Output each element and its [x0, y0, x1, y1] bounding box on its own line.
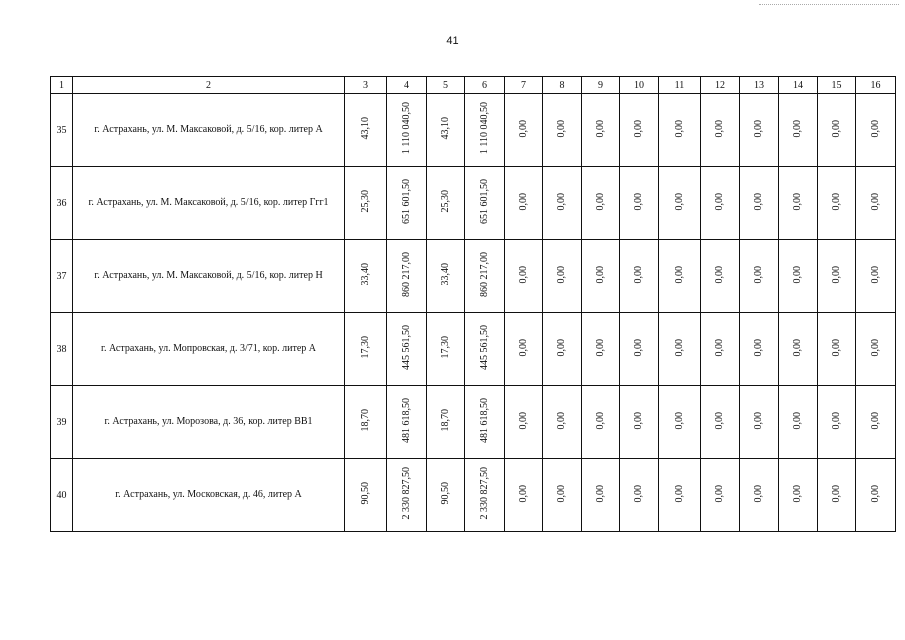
zero-value-cell — [505, 240, 543, 313]
cell-value: 90,50 — [359, 482, 371, 505]
cell-value: 0,00 — [673, 338, 685, 357]
column-header: 1 — [51, 77, 73, 94]
zero-value-cell — [701, 459, 740, 532]
zero-value-cell — [779, 313, 818, 386]
column-header: 15 — [818, 77, 856, 94]
cell-value: 0,00 — [869, 338, 881, 357]
cell-value: 0,00 — [633, 338, 644, 357]
cell-value: 0,00 — [556, 338, 567, 357]
cell-value: 1 110 040,50 — [478, 102, 490, 155]
zero-value-cell — [856, 94, 896, 167]
cell-value: 860 217,00 — [400, 252, 412, 297]
table-row — [51, 94, 896, 167]
address-cell: г. Астрахань, ул. М. Максаковой, д. 5/16, кор. литер Ггг1 — [73, 167, 345, 240]
value-cell — [465, 313, 505, 386]
value-cell — [387, 313, 427, 386]
cell-value: 17,30 — [359, 336, 371, 359]
zero-value-cell — [620, 386, 659, 459]
cell-value: 0,00 — [869, 265, 881, 284]
cell-value: 860 217,00 — [478, 252, 490, 297]
page-number: 41 — [446, 35, 459, 47]
zero-value-cell — [582, 240, 620, 313]
zero-value-cell — [740, 313, 779, 386]
area-cell — [345, 313, 387, 386]
cell-value: 0,00 — [556, 265, 567, 284]
cell-value: 25,30 — [359, 190, 371, 213]
cell-value: 0,00 — [556, 192, 567, 211]
cell-value: 0,00 — [517, 411, 529, 430]
zero-value-cell — [779, 167, 818, 240]
zero-value-cell — [740, 386, 779, 459]
cell-value: 18,70 — [439, 409, 451, 432]
area-cell — [345, 386, 387, 459]
zero-value-cell — [505, 94, 543, 167]
cell-value: 0,00 — [673, 484, 685, 503]
zero-value-cell — [856, 386, 896, 459]
cell-value: 33,40 — [359, 263, 371, 286]
zero-value-cell — [505, 167, 543, 240]
value-cell — [387, 167, 427, 240]
zero-value-cell — [620, 94, 659, 167]
zero-value-cell — [582, 386, 620, 459]
row-number: 35 — [51, 94, 73, 167]
address-cell: г. Астрахань, ул. Мопровская, д. 3/71, кор. литер А — [73, 313, 345, 386]
cell-value: 0,00 — [594, 411, 606, 430]
value-cell — [387, 386, 427, 459]
cell-value: 445 561,50 — [478, 325, 490, 370]
cell-value: 0,00 — [556, 411, 567, 430]
zero-value-cell — [659, 313, 701, 386]
column-header: 6 — [465, 77, 505, 94]
zero-value-cell — [505, 313, 543, 386]
value-cell — [387, 459, 427, 532]
cell-value: 0,00 — [714, 411, 725, 430]
table-row — [51, 167, 896, 240]
zero-value-cell — [543, 459, 582, 532]
zero-value-cell — [818, 240, 856, 313]
row-number: 40 — [51, 459, 73, 532]
cell-value: 0,00 — [869, 484, 881, 503]
cell-value: 18,70 — [359, 409, 371, 432]
cell-value: 17,30 — [439, 336, 451, 359]
address-cell: г. Астрахань, ул. Морозова, д. 36, кор. литер ВВ1 — [73, 386, 345, 459]
cell-value: 0,00 — [556, 484, 567, 503]
zero-value-cell — [620, 459, 659, 532]
cell-value: 0,00 — [792, 411, 803, 430]
zero-value-cell — [620, 240, 659, 313]
cell-value: 481 618,50 — [478, 398, 490, 443]
table-row — [51, 313, 896, 386]
cell-value: 0,00 — [753, 338, 764, 357]
cell-value: 0,00 — [633, 411, 644, 430]
cell-value: 0,00 — [869, 192, 881, 211]
cell-value: 1 110 040,50 — [400, 102, 412, 155]
cell-value: 0,00 — [556, 119, 567, 138]
column-header: 2 — [73, 77, 345, 94]
cell-value: 0,00 — [869, 411, 881, 430]
area-cell — [427, 386, 465, 459]
cell-value: 0,00 — [753, 484, 764, 503]
cell-value: 2 330 827,50 — [400, 467, 412, 520]
column-header: 10 — [620, 77, 659, 94]
area-cell — [427, 313, 465, 386]
zero-value-cell — [779, 459, 818, 532]
zero-value-cell — [543, 386, 582, 459]
cell-value: 0,00 — [714, 265, 725, 284]
address-cell: г. Астрахань, ул. М. Максаковой, д. 5/16, кор. литер А — [73, 94, 345, 167]
cell-value: 0,00 — [594, 265, 606, 284]
column-number-row — [51, 77, 896, 94]
cell-value: 0,00 — [673, 411, 685, 430]
zero-value-cell — [740, 240, 779, 313]
column-header: 4 — [387, 77, 427, 94]
zero-value-cell — [543, 167, 582, 240]
cell-value: 0,00 — [753, 411, 764, 430]
table-row — [51, 386, 896, 459]
zero-value-cell — [505, 459, 543, 532]
value-cell — [465, 94, 505, 167]
cell-value: 0,00 — [753, 192, 764, 211]
zero-value-cell — [701, 240, 740, 313]
table-body — [51, 77, 896, 532]
zero-value-cell — [620, 167, 659, 240]
zero-value-cell — [856, 240, 896, 313]
cell-value: 0,00 — [792, 192, 803, 211]
cell-value: 0,00 — [673, 192, 685, 211]
zero-value-cell — [543, 313, 582, 386]
cell-value: 0,00 — [517, 338, 529, 357]
value-cell — [465, 240, 505, 313]
zero-value-cell — [582, 94, 620, 167]
zero-value-cell — [659, 240, 701, 313]
zero-value-cell — [856, 167, 896, 240]
zero-value-cell — [701, 94, 740, 167]
cell-value: 0,00 — [633, 119, 644, 138]
value-cell — [465, 167, 505, 240]
value-cell — [387, 240, 427, 313]
cell-value: 0,00 — [753, 119, 764, 138]
value-cell — [465, 459, 505, 532]
cell-value: 43,10 — [439, 117, 451, 140]
cell-value: 651 601,50 — [400, 179, 412, 224]
row-number: 36 — [51, 167, 73, 240]
cell-value: 0,00 — [714, 338, 725, 357]
cell-value: 0,00 — [673, 119, 685, 138]
zero-value-cell — [818, 167, 856, 240]
cell-value: 43,10 — [359, 117, 371, 140]
zero-value-cell — [659, 94, 701, 167]
cell-value: 0,00 — [869, 119, 881, 138]
column-header: 11 — [659, 77, 701, 94]
zero-value-cell — [701, 167, 740, 240]
cell-value: 0,00 — [633, 192, 644, 211]
cell-value: 0,00 — [517, 192, 529, 211]
column-header: 5 — [427, 77, 465, 94]
cell-value: 0,00 — [830, 265, 842, 284]
area-cell — [345, 94, 387, 167]
zero-value-cell — [659, 386, 701, 459]
property-registry-table — [50, 76, 896, 532]
cell-value: 2 330 827,50 — [478, 467, 490, 520]
cell-value: 0,00 — [594, 484, 606, 503]
cell-value: 651 601,50 — [478, 179, 490, 224]
zero-value-cell — [505, 386, 543, 459]
cell-value: 0,00 — [517, 484, 529, 503]
cell-value: 0,00 — [792, 265, 803, 284]
cell-value: 0,00 — [830, 338, 842, 357]
cell-value: 0,00 — [594, 119, 606, 138]
column-header: 3 — [345, 77, 387, 94]
table-row — [51, 459, 896, 532]
zero-value-cell — [543, 240, 582, 313]
cell-value: 0,00 — [792, 484, 803, 503]
zero-value-cell — [620, 313, 659, 386]
row-number: 37 — [51, 240, 73, 313]
zero-value-cell — [740, 459, 779, 532]
zero-value-cell — [543, 94, 582, 167]
cell-value: 33,40 — [439, 263, 451, 286]
column-header: 13 — [740, 77, 779, 94]
zero-value-cell — [582, 459, 620, 532]
cell-value: 445 561,50 — [400, 325, 412, 370]
cell-value: 0,00 — [633, 484, 644, 503]
zero-value-cell — [818, 94, 856, 167]
row-number: 38 — [51, 313, 73, 386]
area-cell — [345, 167, 387, 240]
cell-value: 0,00 — [673, 265, 685, 284]
zero-value-cell — [701, 313, 740, 386]
cell-value: 90,50 — [439, 482, 451, 505]
area-cell — [427, 459, 465, 532]
cell-value: 0,00 — [830, 484, 842, 503]
cell-value: 0,00 — [594, 338, 606, 357]
area-cell — [345, 459, 387, 532]
zero-value-cell — [818, 386, 856, 459]
cell-value: 0,00 — [830, 119, 842, 138]
area-cell — [345, 240, 387, 313]
column-header: 7 — [505, 77, 543, 94]
cell-value: 0,00 — [517, 265, 529, 284]
row-number: 39 — [51, 386, 73, 459]
cell-value: 0,00 — [517, 119, 529, 138]
column-header: 16 — [856, 77, 896, 94]
zero-value-cell — [659, 459, 701, 532]
cell-value: 0,00 — [830, 411, 842, 430]
value-cell — [387, 94, 427, 167]
cell-value: 0,00 — [830, 192, 842, 211]
table-row — [51, 240, 896, 313]
area-cell — [427, 240, 465, 313]
zero-value-cell — [779, 386, 818, 459]
area-cell — [427, 167, 465, 240]
zero-value-cell — [856, 313, 896, 386]
zero-value-cell — [779, 240, 818, 313]
scan-artifact — [759, 4, 899, 9]
cell-value: 25,30 — [439, 190, 451, 213]
cell-value: 0,00 — [633, 265, 644, 284]
zero-value-cell — [818, 313, 856, 386]
column-header: 12 — [701, 77, 740, 94]
column-header: 8 — [543, 77, 582, 94]
cell-value: 0,00 — [714, 119, 725, 138]
column-header: 14 — [779, 77, 818, 94]
cell-value: 0,00 — [714, 484, 725, 503]
zero-value-cell — [740, 94, 779, 167]
address-cell: г. Астрахань, ул. Московская, д. 46, литер А — [73, 459, 345, 532]
zero-value-cell — [818, 459, 856, 532]
cell-value: 0,00 — [714, 192, 725, 211]
value-cell — [465, 386, 505, 459]
zero-value-cell — [659, 167, 701, 240]
column-header: 9 — [582, 77, 620, 94]
zero-value-cell — [582, 313, 620, 386]
zero-value-cell — [779, 94, 818, 167]
zero-value-cell — [740, 167, 779, 240]
zero-value-cell — [582, 167, 620, 240]
cell-value: 481 618,50 — [400, 398, 412, 443]
address-cell: г. Астрахань, ул. М. Максаковой, д. 5/16, кор. литер Н — [73, 240, 345, 313]
cell-value: 0,00 — [792, 338, 803, 357]
cell-value: 0,00 — [594, 192, 606, 211]
zero-value-cell — [701, 386, 740, 459]
zero-value-cell — [856, 459, 896, 532]
cell-value: 0,00 — [753, 265, 764, 284]
area-cell — [427, 94, 465, 167]
cell-value: 0,00 — [792, 119, 803, 138]
